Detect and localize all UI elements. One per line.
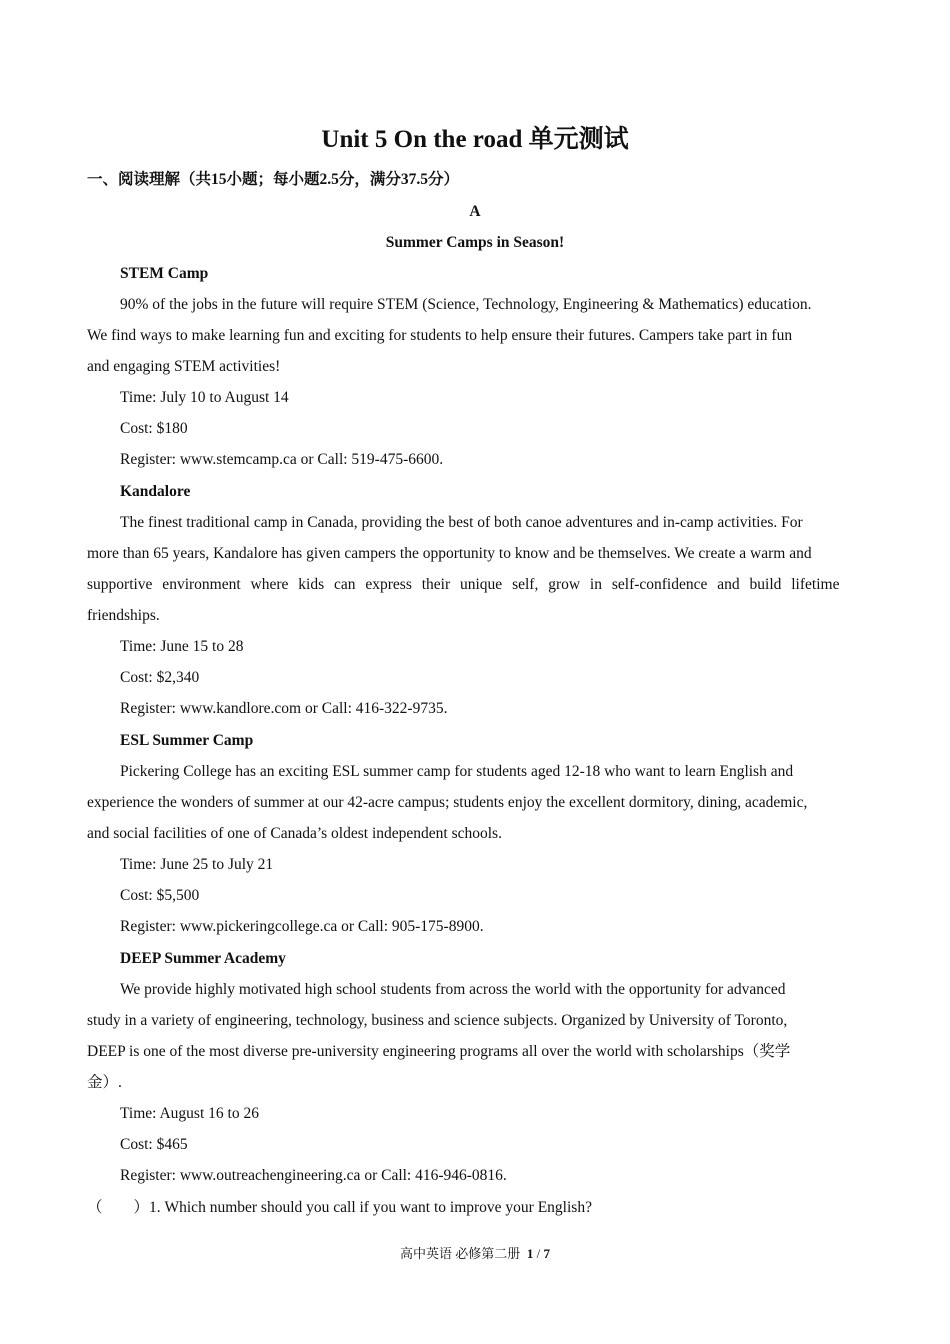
- camp-description-line: friendships.: [87, 607, 160, 624]
- camp-description-line: DEEP is one of the most diverse pre-university engineering programs all over the world with scholarships（奖学: [87, 1043, 791, 1060]
- camp-kandalore: [87, 476, 864, 724]
- passage-title: Summer Camps in Season!: [385, 234, 565, 251]
- camp-register: Register: www.kandlore.com or Call: 416-322-9735.: [120, 700, 448, 717]
- page-footer: [0, 1244, 950, 1264]
- camp-esl: [87, 725, 864, 942]
- passage-label: A: [469, 203, 481, 220]
- camp-description-line: supportive environment where kids can express their unique self, grow in self-confidence and build lifetime: [87, 576, 840, 593]
- camp-time: Time: July 10 to August 14: [120, 389, 289, 406]
- page-total: 7: [543, 1246, 550, 1261]
- camp-description-line: Pickering College has an exciting ESL summer camp for students aged 12-18 who want to learn English and: [120, 763, 794, 780]
- camp-deep: [87, 943, 864, 1191]
- camp-cost: Cost: $2,340: [120, 669, 200, 686]
- camp-description-line: The finest traditional camp in Canada, providing the best of both canoe adventures and in-camp activities. For: [120, 514, 803, 531]
- camp-register: Register: www.stemcamp.ca or Call: 519-475-6600.: [120, 451, 444, 468]
- camp-cost: Cost: $5,500: [120, 887, 200, 904]
- camp-description-line: 90% of the jobs in the future will require STEM (Science, Technology, Engineering & Mathematics) education.: [120, 296, 812, 313]
- page-title: Unit 5 On the road 单元测试: [321, 126, 629, 153]
- camp-time: Time: June 15 to 28: [120, 638, 244, 655]
- camp-name: Kandalore: [120, 483, 191, 500]
- page-number: 1: [526, 1246, 534, 1261]
- camp-description-line: We provide highly motivated high school students from across the world with the opportunity for advanced: [120, 981, 786, 998]
- camp-description-line: more than 65 years, Kandalore has given campers the opportunity to know and be themselves. We create a warm and: [87, 545, 812, 562]
- camp-time: Time: June 25 to July 21: [120, 856, 274, 873]
- camp-description-line: and social facilities of one of Canada’s oldest independent schools.: [87, 825, 502, 842]
- camp-register: Register: www.outreachengineering.ca or Call: 416-946-0816.: [120, 1167, 507, 1184]
- question-1: （ ）1. Which number should you call if you want to improve your English?: [87, 1199, 592, 1216]
- camp-name: ESL Summer Camp: [120, 732, 254, 749]
- camp-description-line: and engaging STEM activities!: [87, 358, 281, 375]
- camp-name: STEM Camp: [120, 265, 209, 282]
- camp-cost: Cost: $180: [120, 420, 188, 437]
- section-heading: 一、阅读理解（共15小题；每小题2.5分，满分37.5分）: [87, 171, 460, 188]
- camp-stem: [87, 258, 864, 475]
- camp-name: DEEP Summer Academy: [120, 950, 286, 967]
- camp-description-line: 金）.: [87, 1074, 122, 1091]
- page-separator: /: [533, 1246, 544, 1261]
- footer-text: 高中英语 必修第二册: [400, 1246, 521, 1261]
- camp-time: Time: August 16 to 26: [120, 1105, 259, 1122]
- camp-description-line: We find ways to make learning fun and exciting for students to help ensure their futures. Campers take part in fun: [87, 327, 793, 344]
- camp-description-line: study in a variety of engineering, technology, business and science subjects. Organized by University of Toronto,: [87, 1012, 788, 1029]
- camp-description-line: experience the wonders of summer at our 42-acre campus; students enjoy the excellent dormitory, dining, academic,: [87, 794, 808, 811]
- camp-cost: Cost: $465: [120, 1136, 188, 1153]
- camp-register: Register: www.pickeringcollege.ca or Call: 905-175-8900.: [120, 918, 484, 935]
